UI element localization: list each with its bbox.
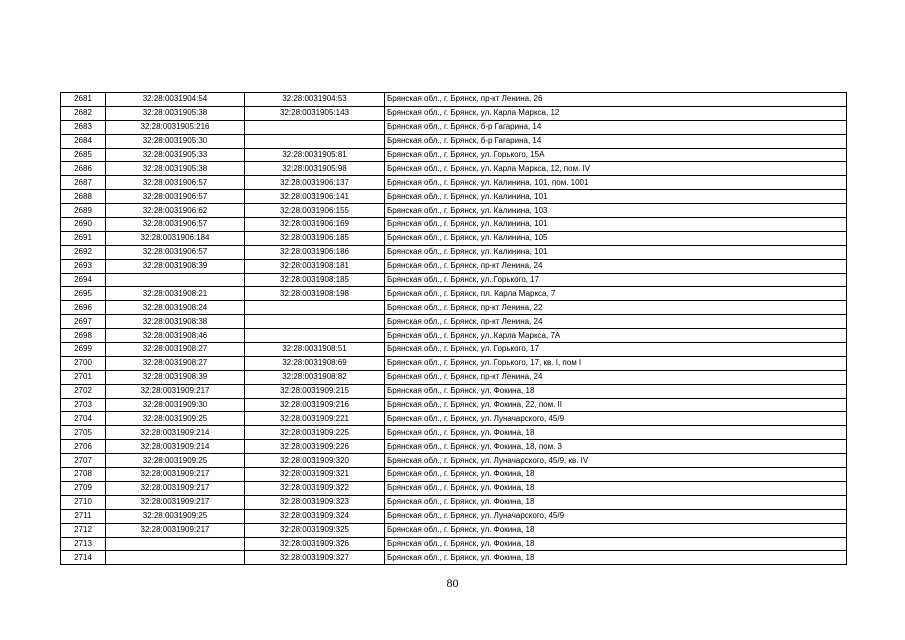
- object-cadastral-number-cell: 32:28:0031909:323: [245, 495, 385, 509]
- cadastral-number-cell: 32:28:0031908:27: [106, 343, 245, 357]
- row-number-cell: 2704: [61, 412, 106, 426]
- table-row: [61, 537, 847, 551]
- cadastral-number-cell: 32:28:0031905:38: [106, 106, 245, 120]
- object-cadastral-number-cell: 32:28:0031909:225: [245, 426, 385, 440]
- address-cell: Брянская обл., г. Брянск, пр-кт Ленина, 26: [385, 93, 847, 107]
- address-cell: Брянская обл., г. Брянск, б-р Гагарина, 14: [385, 134, 847, 148]
- table-row: [61, 356, 847, 370]
- row-number-cell: 2688: [61, 190, 106, 204]
- cadastral-number-cell: 32:28:0031908:46: [106, 329, 245, 343]
- cadastral-number-cell: 32:28:0031909:25: [106, 454, 245, 468]
- row-number-cell: 2698: [61, 329, 106, 343]
- row-number-cell: 2693: [61, 259, 106, 273]
- table-row: [61, 259, 847, 273]
- address-cell: Брянская обл., г. Брянск, ул. Карла Маркса, 12, пом. IV: [385, 162, 847, 176]
- cadastral-number-cell: 32:28:0031906:57: [106, 190, 245, 204]
- table-row: [61, 287, 847, 301]
- object-cadastral-number-cell: 32:28:0031909:321: [245, 468, 385, 482]
- address-cell: Брянская обл., г. Брянск, ул. Фокина, 18: [385, 523, 847, 537]
- row-number-cell: 2686: [61, 162, 106, 176]
- address-cell: Брянская обл., г. Брянск, ул. Калинина, 101, пом. 1001: [385, 176, 847, 190]
- object-cadastral-number-cell: 32:28:0031909:322: [245, 481, 385, 495]
- cadastral-number-cell: 32:28:0031904:54: [106, 93, 245, 107]
- row-number-cell: 2681: [61, 93, 106, 107]
- row-number-cell: 2694: [61, 273, 106, 287]
- row-number-cell: 2699: [61, 343, 106, 357]
- cadastral-number-cell: 32:28:0031909:214: [106, 426, 245, 440]
- object-cadastral-number-cell: 32:28:0031908:198: [245, 287, 385, 301]
- row-number-cell: 2702: [61, 384, 106, 398]
- table-row: [61, 176, 847, 190]
- row-number-cell: 2695: [61, 287, 106, 301]
- object-cadastral-number-cell: 32:28:0031906:137: [245, 176, 385, 190]
- row-number-cell: 2691: [61, 231, 106, 245]
- object-cadastral-number-cell: 32:28:0031909:226: [245, 440, 385, 454]
- object-cadastral-number-cell: 32:28:0031906:185: [245, 231, 385, 245]
- row-number-cell: 2690: [61, 218, 106, 232]
- table-row: [61, 509, 847, 523]
- address-cell: Брянская обл., г. Брянск, ул. Калинина, 103: [385, 204, 847, 218]
- table-row: [61, 495, 847, 509]
- object-cadastral-number-cell: 32:28:0031909:320: [245, 454, 385, 468]
- address-cell: Брянская обл., г. Брянск, пр-кт Ленина, 24: [385, 370, 847, 384]
- table-row: [61, 120, 847, 134]
- row-number-cell: 2684: [61, 134, 106, 148]
- registry-table-body: [61, 93, 847, 565]
- object-cadastral-number-cell: 32:28:0031904:53: [245, 93, 385, 107]
- object-cadastral-number-cell: 32:28:0031906:186: [245, 245, 385, 259]
- address-cell: Брянская обл., г. Брянск, ул. Карла Маркса, 12: [385, 106, 847, 120]
- table-row: [61, 329, 847, 343]
- row-number-cell: 2700: [61, 356, 106, 370]
- table-row: [61, 523, 847, 537]
- cadastral-number-cell: 32:28:0031905:30: [106, 134, 245, 148]
- cadastral-number-cell: 32:28:0031905:216: [106, 120, 245, 134]
- cadastral-number-cell: 32:28:0031908:39: [106, 370, 245, 384]
- row-number-cell: 2705: [61, 426, 106, 440]
- cadastral-number-cell: 32:28:0031908:38: [106, 315, 245, 329]
- row-number-cell: 2683: [61, 120, 106, 134]
- table-row: [61, 301, 847, 315]
- object-cadastral-number-cell: 32:28:0031909:216: [245, 398, 385, 412]
- object-cadastral-number-cell: 32:28:0031905:143: [245, 106, 385, 120]
- address-cell: Брянская обл., г. Брянск, ул. Фокина, 18: [385, 426, 847, 440]
- address-cell: Брянская обл., г. Брянск, ул. Горького, 17: [385, 273, 847, 287]
- object-cadastral-number-cell: 32:28:0031906:141: [245, 190, 385, 204]
- cadastral-number-cell: 32:28:0031905:33: [106, 148, 245, 162]
- address-cell: Брянская обл., г. Брянск, ул. Калинина, 101: [385, 245, 847, 259]
- table-row: [61, 245, 847, 259]
- row-number-cell: 2710: [61, 495, 106, 509]
- object-cadastral-number-cell: 32:28:0031905:81: [245, 148, 385, 162]
- row-number-cell: 2701: [61, 370, 106, 384]
- row-number-cell: 2687: [61, 176, 106, 190]
- cadastral-number-cell: 32:28:0031908:27: [106, 356, 245, 370]
- address-cell: Брянская обл., г. Брянск, ул. Карла Маркса, 7А: [385, 329, 847, 343]
- row-number-cell: 2696: [61, 301, 106, 315]
- address-cell: Брянская обл., г. Брянск, ул. Горького, 17, кв. I, пом I: [385, 356, 847, 370]
- row-number-cell: 2682: [61, 106, 106, 120]
- object-cadastral-number-cell: [245, 315, 385, 329]
- object-cadastral-number-cell: 32:28:0031905:98: [245, 162, 385, 176]
- table-row: [61, 93, 847, 107]
- table-row: [61, 190, 847, 204]
- page-number: 80: [446, 576, 459, 590]
- table-row: [61, 231, 847, 245]
- object-cadastral-number-cell: 32:28:0031909:324: [245, 509, 385, 523]
- row-number-cell: 2711: [61, 509, 106, 523]
- address-cell: Брянская обл., г. Брянск, пр-кт Ленина, 24: [385, 315, 847, 329]
- object-cadastral-number-cell: [245, 134, 385, 148]
- object-cadastral-number-cell: 32:28:0031909:327: [245, 551, 385, 565]
- object-cadastral-number-cell: 32:28:0031908:185: [245, 273, 385, 287]
- address-cell: Брянская обл., г. Брянск, ул. Фокина, 18: [385, 468, 847, 482]
- address-cell: Брянская обл., г. Брянск, ул. Фокина, 18: [385, 481, 847, 495]
- address-cell: Брянская обл., г. Брянск, ул. Калинина, 101: [385, 190, 847, 204]
- table-row: [61, 148, 847, 162]
- address-cell: Брянская обл., г. Брянск, пл. Карла Маркса, 7: [385, 287, 847, 301]
- table-row: [61, 412, 847, 426]
- address-cell: Брянская обл., г. Брянск, ул. Калинина, 101: [385, 218, 847, 232]
- table-row: [61, 134, 847, 148]
- row-number-cell: 2708: [61, 468, 106, 482]
- address-cell: Брянская обл., г. Брянск, ул. Фокина, 18: [385, 537, 847, 551]
- cadastral-number-cell: 32:28:0031908:24: [106, 301, 245, 315]
- registry-table: [60, 92, 847, 565]
- row-number-cell: 2707: [61, 454, 106, 468]
- cadastral-number-cell: [106, 273, 245, 287]
- cadastral-number-cell: 32:28:0031906:184: [106, 231, 245, 245]
- object-cadastral-number-cell: 32:28:0031906:169: [245, 218, 385, 232]
- table-row: [61, 481, 847, 495]
- object-cadastral-number-cell: [245, 329, 385, 343]
- row-number-cell: 2713: [61, 537, 106, 551]
- table-row: [61, 370, 847, 384]
- cadastral-number-cell: 32:28:0031909:217: [106, 495, 245, 509]
- address-cell: Брянская обл., г. Брянск, ул. Калинина, 105: [385, 231, 847, 245]
- table-row: [61, 273, 847, 287]
- object-cadastral-number-cell: [245, 301, 385, 315]
- row-number-cell: 2706: [61, 440, 106, 454]
- object-cadastral-number-cell: 32:28:0031909:325: [245, 523, 385, 537]
- table-row: [61, 162, 847, 176]
- table-row: [61, 454, 847, 468]
- address-cell: Брянская обл., г. Брянск, ул. Фокина, 18, пом. 3: [385, 440, 847, 454]
- cadastral-number-cell: 32:28:0031909:214: [106, 440, 245, 454]
- object-cadastral-number-cell: [245, 120, 385, 134]
- address-cell: Брянская обл., г. Брянск, ул. Горького, 15А: [385, 148, 847, 162]
- table-row: [61, 551, 847, 565]
- cadastral-number-cell: 32:28:0031909:217: [106, 384, 245, 398]
- table-row: [61, 343, 847, 357]
- address-cell: Брянская обл., г. Брянск, ул. Фокина, 18: [385, 384, 847, 398]
- cadastral-number-cell: 32:28:0031909:217: [106, 523, 245, 537]
- address-cell: Брянская обл., г. Брянск, ул. Луначарского, 45/9, кв. IV: [385, 454, 847, 468]
- cadastral-number-cell: 32:28:0031908:39: [106, 259, 245, 273]
- address-cell: Брянская обл., г. Брянск, ул. Фокина, 18: [385, 495, 847, 509]
- cadastral-number-cell: 32:28:0031905:38: [106, 162, 245, 176]
- row-number-cell: 2712: [61, 523, 106, 537]
- table-row: [61, 384, 847, 398]
- cadastral-number-cell: 32:28:0031909:25: [106, 509, 245, 523]
- row-number-cell: 2692: [61, 245, 106, 259]
- table-row: [61, 398, 847, 412]
- address-cell: Брянская обл., г. Брянск, пр-кт Ленина, 24: [385, 259, 847, 273]
- address-cell: Брянская обл., г. Брянск, ул. Луначарского, 45/9: [385, 509, 847, 523]
- object-cadastral-number-cell: 32:28:0031908:51: [245, 343, 385, 357]
- table-row: [61, 315, 847, 329]
- address-cell: Брянская обл., г. Брянск, пр-кт Ленина, 22: [385, 301, 847, 315]
- cadastral-number-cell: 32:28:0031906:57: [106, 176, 245, 190]
- object-cadastral-number-cell: 32:28:0031906:155: [245, 204, 385, 218]
- object-cadastral-number-cell: 32:28:0031909:221: [245, 412, 385, 426]
- address-cell: Брянская обл., г. Брянск, ул. Фокина, 22, пом. II: [385, 398, 847, 412]
- row-number-cell: 2685: [61, 148, 106, 162]
- cadastral-number-cell: 32:28:0031909:25: [106, 412, 245, 426]
- table-row: [61, 204, 847, 218]
- row-number-cell: 2697: [61, 315, 106, 329]
- cadastral-number-cell: 32:28:0031906:57: [106, 245, 245, 259]
- table-row: [61, 218, 847, 232]
- table-row: [61, 440, 847, 454]
- address-cell: Брянская обл., г. Брянск, ул. Фокина, 18: [385, 551, 847, 565]
- object-cadastral-number-cell: 32:28:0031908:69: [245, 356, 385, 370]
- address-cell: Брянская обл., г. Брянск, б-р Гагарина, 14: [385, 120, 847, 134]
- object-cadastral-number-cell: 32:28:0031909:326: [245, 537, 385, 551]
- cadastral-number-cell: 32:28:0031908:21: [106, 287, 245, 301]
- row-number-cell: 2689: [61, 204, 106, 218]
- cadastral-number-cell: 32:28:0031909:217: [106, 468, 245, 482]
- cadastral-number-cell: 32:28:0031909:217: [106, 481, 245, 495]
- object-cadastral-number-cell: 32:28:0031909:215: [245, 384, 385, 398]
- cadastral-number-cell: 32:28:0031906:57: [106, 218, 245, 232]
- object-cadastral-number-cell: 32:28:0031908:181: [245, 259, 385, 273]
- address-cell: Брянская обл., г. Брянск, ул. Горького, 17: [385, 343, 847, 357]
- row-number-cell: 2703: [61, 398, 106, 412]
- table-row: [61, 468, 847, 482]
- cadastral-number-cell: 32:28:0031906:62: [106, 204, 245, 218]
- row-number-cell: 2714: [61, 551, 106, 565]
- cadastral-number-cell: [106, 537, 245, 551]
- cadastral-number-cell: [106, 551, 245, 565]
- row-number-cell: 2709: [61, 481, 106, 495]
- address-cell: Брянская обл., г. Брянск, ул. Луначарского, 45/9: [385, 412, 847, 426]
- object-cadastral-number-cell: 32:28:0031908:82: [245, 370, 385, 384]
- cadastral-number-cell: 32:28:0031909:30: [106, 398, 245, 412]
- table-row: [61, 426, 847, 440]
- table-row: [61, 106, 847, 120]
